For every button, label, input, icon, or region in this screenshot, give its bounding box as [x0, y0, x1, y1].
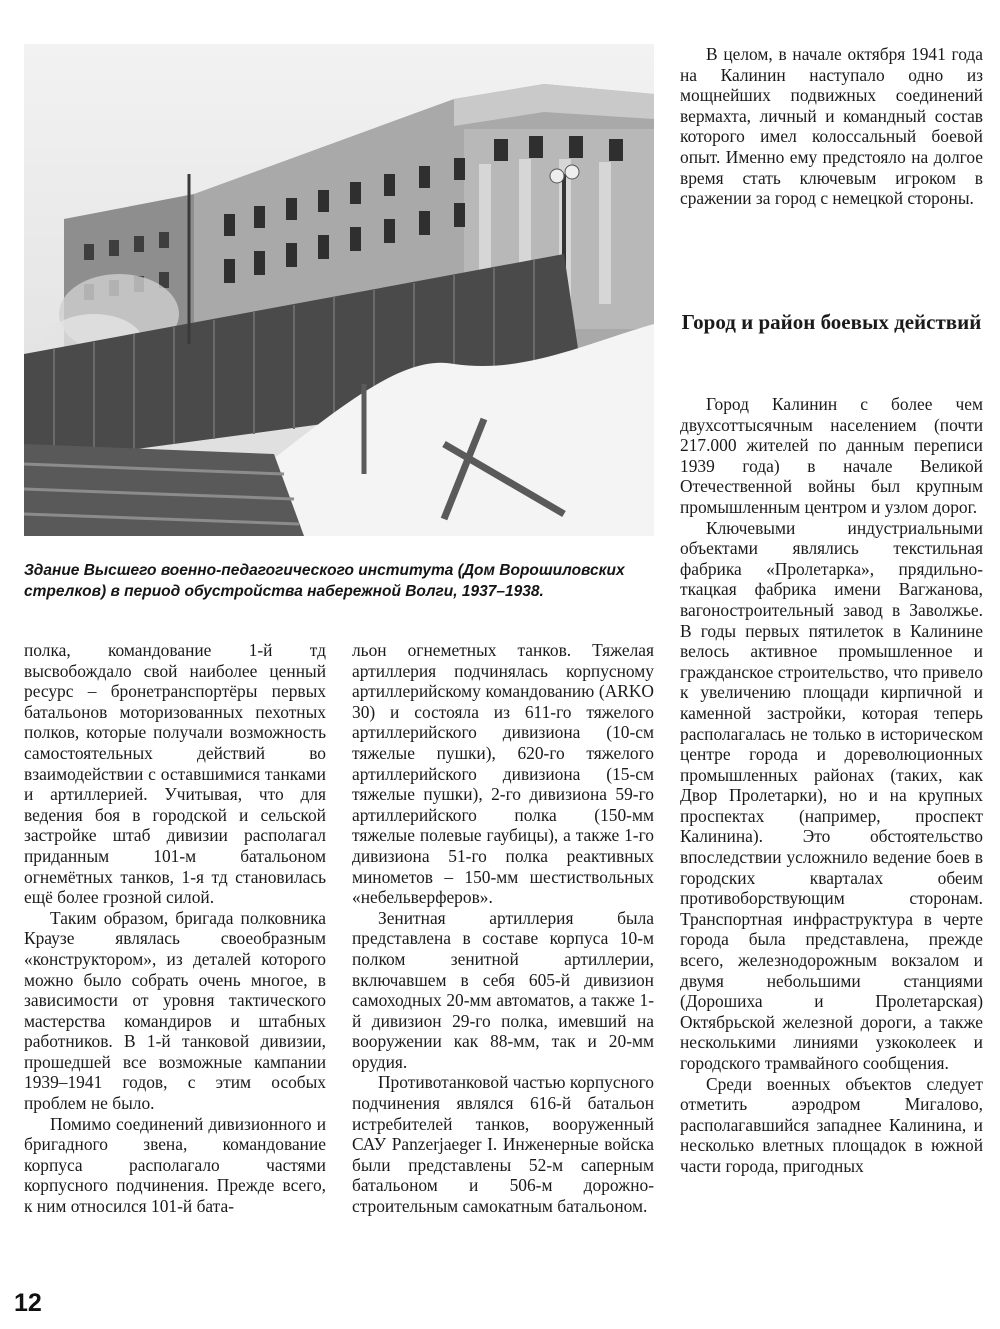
- text-column-left: [24, 640, 326, 1217]
- paragraph: Среди военных объектов следует отметить аэродром Мигалово, располагавшийся западнее Калинина, и несколько влетных площадок в южной части города, пригодных: [680, 1073, 983, 1176]
- paragraph: льон огнеметных танков. Тяжелая артиллерия подчинялась корпусному артиллерийскому командованию (ARKO 30) и состояла из 611-го тяжелого артиллерийского дивизиона (10-см тяжелые пушки), 620-го тяжелого артиллерийского дивизиона (15-см тяжелые пушки), 2-го дивизиона 59-го артиллерийского полка (150-мм тяжелые полевые гаубицы), а также 1-го дивизиона 51-го полка реактивных минометов – 150-мм шестиствольных «небельверферов».: [352, 640, 654, 908]
- photo-building-embankment: [24, 44, 654, 536]
- paragraph: полка, командование 1-й тд высвобождало свой наиболее ценный ресурс – бронетранспортёры первых батальонов моторизованных пехотных полков, которые получали возможность самостоятельных действий во взаимодействии с оставшимися танками и артиллерией. Учитывая, что для ведения боя в городской и сельской застройке штаб дивизии располагал приданным 101-м батальоном огнемётных танков, 1-я тд становилась ещё более грозной силой.: [24, 640, 326, 908]
- paragraph: Город Калинин с более чем двухсоттысячным населением (почти 217.000 жителей по данным переписи 1939 года) в начале Великой Отечественной войны был крупным промышленным центром и узлом дорог.: [680, 394, 983, 517]
- paragraph: В целом, в начале октября 1941 года на Калинин наступало одно из мощнейших подвижных соединений вермахта, личный и командный состав которого имел колоссальный боевой опыт. Именно ему предстояло на долгое время стать ключевым игроком в сражении за город с немецкой стороны.: [680, 44, 983, 209]
- text-column-middle: [352, 640, 654, 1217]
- page-number: 12: [14, 1289, 42, 1317]
- section-heading: Город и район боевых действий: [681, 310, 982, 334]
- historical-photo: [24, 44, 654, 536]
- paragraph: Противотанковой частью корпусного подчинения являлся 616-й батальон истребителей танков, вооруженный САУ Panzerjaeger I. Инженерные войска были представлены 52-м саперным батальоном и 506-м дорожно-строительным самокатным батальоном.: [352, 1072, 654, 1217]
- paragraph: Зенитная артиллерия была представлена в составе корпуса 10-м полком зенитной артиллерии, включавшем в себя 605-й дивизион самоходных 20-мм автоматов, а также 1-й дивизион 29-го полка, имевший на вооружении как 88-мм, так и 20-мм орудия.: [352, 907, 654, 1072]
- photo-caption: Здание Высшего военно-педагогического института (Дом Ворошиловских стрелков) в период обустройства набережной Волги, 1937–1938.: [24, 562, 625, 600]
- paragraph: Ключевыми индустриальными объектами являлись текстильная фабрика «Пролетарка», прядильно-ткацкая фабрика имени Вагжанова, вагоностроительный завод в Заволжье. В годы первых пятилеток в Калинине велось активное промышленное и гражданское строительство, что привело к увеличению площади кирпичной и каменной застройки, которая теперь располагалась не только в историческом центре города и дореволюционных промышленных районах (таких, как Двор Пролетарки), но и на крупных проспектах (например, проспект Калинина). Это обстоятельство впоследствии усложнило ведение боев в городских кварталах обеим противоборствующим сторонам. Транспортная инфраструктура в черте города была представлена, прежде всего, железнодорожным вокзалом и двумя небольшими станциями (Дорошиха и Пролетарская) Октябрьской железной дороги, а также несколькими линиями узкоколеек и городского трамвайного сообщения.: [680, 517, 983, 1073]
- paragraph: Таким образом, бригада полковника Краузе являлась своеобразным «конструктором», из деталей которого можно было собрать очень многое, в зависимости от уровня тактического мастерства командиров и штабных работников. В 1-й танковой дивизии, прошедшей все возможные кампании 1939–1941 годов, с этим особых проблем не было.: [24, 907, 326, 1114]
- text-column-right-top: [680, 44, 983, 209]
- text-column-right: [680, 394, 983, 1177]
- paragraph: Помимо соединений дивизионного и бригадного звена, командование корпуса располагало частями корпусного подчинения. Прежде всего, к ним относился 101-й бата-: [24, 1113, 326, 1217]
